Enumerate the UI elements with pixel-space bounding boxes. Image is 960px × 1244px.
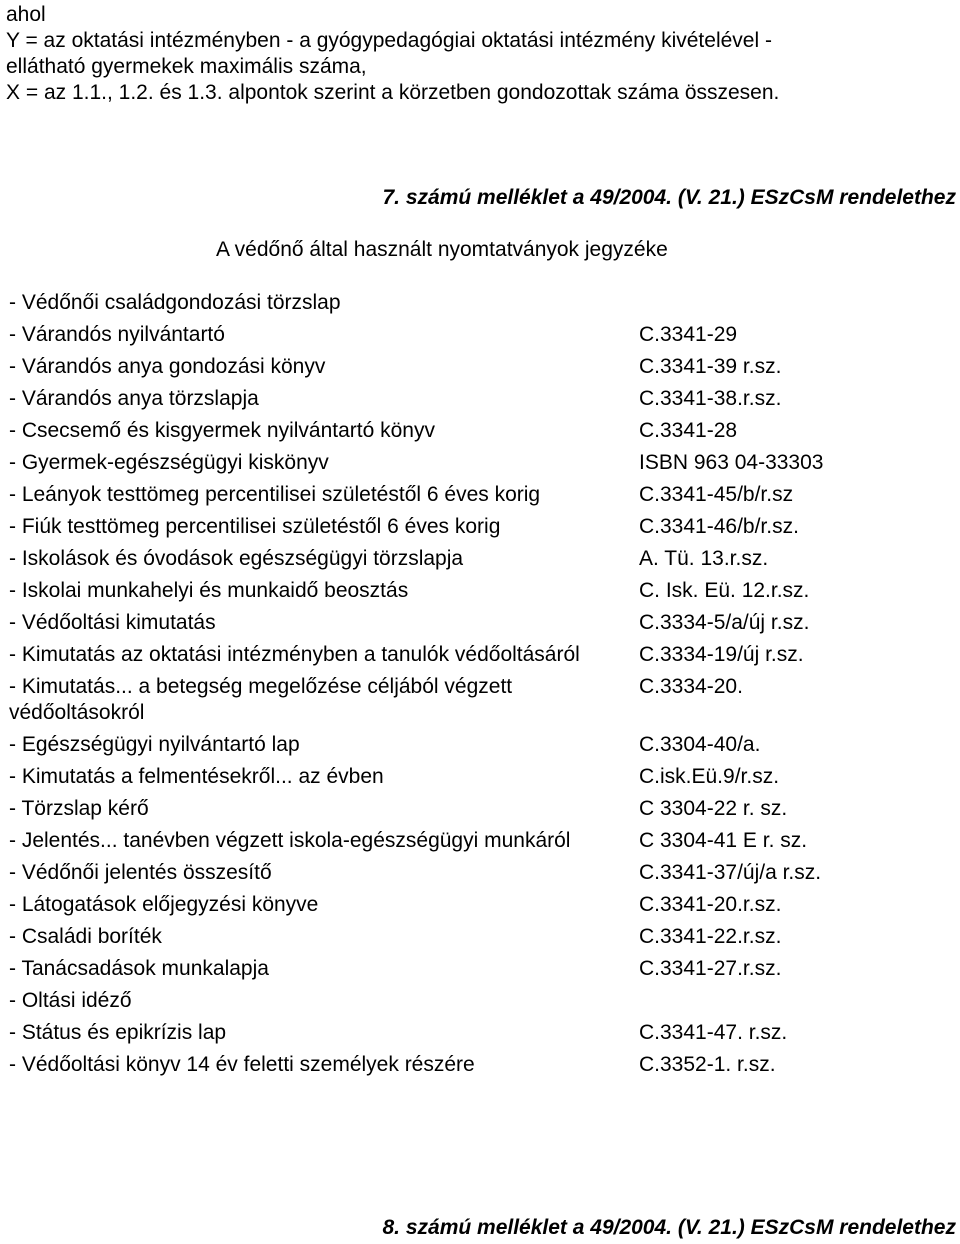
form-name: - Törzslap kérő — [9, 797, 149, 820]
form-name: - Gyermek-egészségügyi kiskönyv — [9, 451, 329, 474]
form-row — [9, 290, 954, 316]
form-name: - Látogatások előjegyzési könyve — [9, 893, 319, 916]
form-name: - Várandós nyilvántartó — [9, 323, 225, 346]
form-row — [9, 924, 954, 950]
form-code: C.isk.Eü.9/r.sz. — [639, 765, 780, 788]
form-name: - Várandós anya gondozási könyv — [9, 355, 326, 378]
form-code: C.3341-47. r.sz. — [639, 1021, 788, 1044]
intro-line: ahol — [6, 3, 46, 26]
form-row — [9, 956, 954, 982]
form-code: C.3341-46/b/r.sz. — [639, 515, 799, 538]
form-code: C.3334-5/a/új r.sz. — [639, 611, 810, 634]
form-name: - Iskolai munkahelyi és munkaidő beosztás — [9, 579, 409, 602]
form-name: - Iskolások és óvodások egészségügyi törzslapja — [9, 547, 464, 570]
form-code — [639, 290, 954, 316]
form-code: ISBN 963 04-33303 — [639, 451, 824, 474]
form-code: C.3341-29 — [639, 323, 738, 346]
form-row — [9, 892, 954, 918]
form-name: - Tanácsadások munkalapja — [9, 957, 269, 980]
form-code: C 3304-22 r. sz. — [639, 797, 788, 820]
form-code: C.3352-1. r.sz. — [639, 1053, 776, 1076]
form-name: - Védőnői jelentés összesítő — [9, 861, 272, 884]
form-row — [9, 1052, 954, 1078]
form-name: - Kimutatás a felmentésekről... az évben — [9, 765, 384, 788]
form-row — [9, 450, 954, 476]
forms-list-title: A védőnő által használt nyomtatványok jegyzéke — [216, 238, 668, 261]
forms-list — [9, 290, 954, 1084]
form-code: C.3341-20.r.sz. — [639, 893, 782, 916]
form-row — [9, 482, 954, 508]
form-code: C.3341-22.r.sz. — [639, 925, 782, 948]
form-code: C.3341-28 — [639, 419, 738, 442]
form-row — [9, 386, 954, 412]
form-name: - Védőoltási könyv 14 év feletti személyek részére — [9, 1053, 475, 1076]
intro-line: Y = az oktatási intézményben - a gyógypedagógiai oktatási intézmény kivételével - — [6, 29, 772, 52]
form-code: C 3304-41 E r. sz. — [639, 829, 808, 852]
form-row — [9, 860, 954, 886]
form-code: C.3341-38.r.sz. — [639, 387, 782, 410]
form-row — [9, 764, 954, 790]
form-name: - Kimutatás az oktatási intézményben a tanulók védőoltásáról — [9, 643, 580, 666]
form-name: - Családi boríték — [9, 925, 162, 948]
form-row — [9, 674, 954, 726]
form-name: - Egészségügyi nyilvántartó lap — [9, 733, 300, 756]
form-row — [9, 610, 954, 636]
form-code: A. Tü. 13.r.sz. — [639, 547, 769, 570]
form-name: - Leányok testtömeg percentilisei születéstől 6 éves korig — [9, 483, 541, 506]
form-name: - Csecsemő és kisgyermek nyilvántartó könyv — [9, 419, 435, 442]
form-row — [9, 732, 954, 758]
form-row — [9, 514, 954, 540]
form-name: - Jelentés... tanévben végzett iskola-egészségügyi munkáról — [9, 829, 571, 852]
form-row — [9, 828, 954, 854]
form-row — [9, 642, 954, 668]
form-code: C.3341-39 r.sz. — [639, 355, 782, 378]
form-code — [639, 988, 954, 1014]
form-row — [9, 796, 954, 822]
form-code: C.3334-19/új r.sz. — [639, 643, 804, 666]
form-code: C.3341-45/b/r.sz — [639, 483, 794, 506]
annex-7-heading: 7. számú melléklet a 49/2004. (V. 21.) ESzCsM rendelethez — [382, 186, 956, 209]
form-name: - Oltási idéző — [9, 989, 132, 1012]
intro-paragraph — [6, 2, 956, 106]
form-row — [9, 546, 954, 572]
form-name: - Védőnői családgondozási törzslap — [9, 291, 341, 314]
form-row — [9, 354, 954, 380]
form-row — [9, 1020, 954, 1046]
form-name: - Védőoltási kimutatás — [9, 611, 216, 634]
form-row — [9, 988, 954, 1014]
form-row — [9, 578, 954, 604]
form-name: - Státus és epikrízis lap — [9, 1021, 227, 1044]
form-code: C.3334-20. — [639, 675, 743, 698]
form-row — [9, 418, 954, 444]
form-name: - Fiúk testtömeg percentilisei születéstől 6 éves korig — [9, 515, 501, 538]
form-row — [9, 322, 954, 348]
form-name: - Kimutatás... a betegség megelőzése céljából végzett védőoltásokról — [9, 675, 513, 724]
form-code: C. Isk. Eü. 12.r.sz. — [639, 579, 810, 602]
intro-line: X = az 1.1., 1.2. és 1.3. alpontok szerint a körzetben gondozottak száma összesen. — [6, 81, 780, 104]
form-code: C.3341-27.r.sz. — [639, 957, 782, 980]
form-name: - Várandós anya törzslapja — [9, 387, 259, 410]
intro-line: ellátható gyermekek maximális száma, — [6, 55, 367, 78]
form-code: C.3304-40/a. — [639, 733, 761, 756]
annex-8-heading: 8. számú melléklet a 49/2004. (V. 21.) ESzCsM rendelethez — [382, 1216, 956, 1239]
form-code: C.3341-37/új/a r.sz. — [639, 861, 822, 884]
